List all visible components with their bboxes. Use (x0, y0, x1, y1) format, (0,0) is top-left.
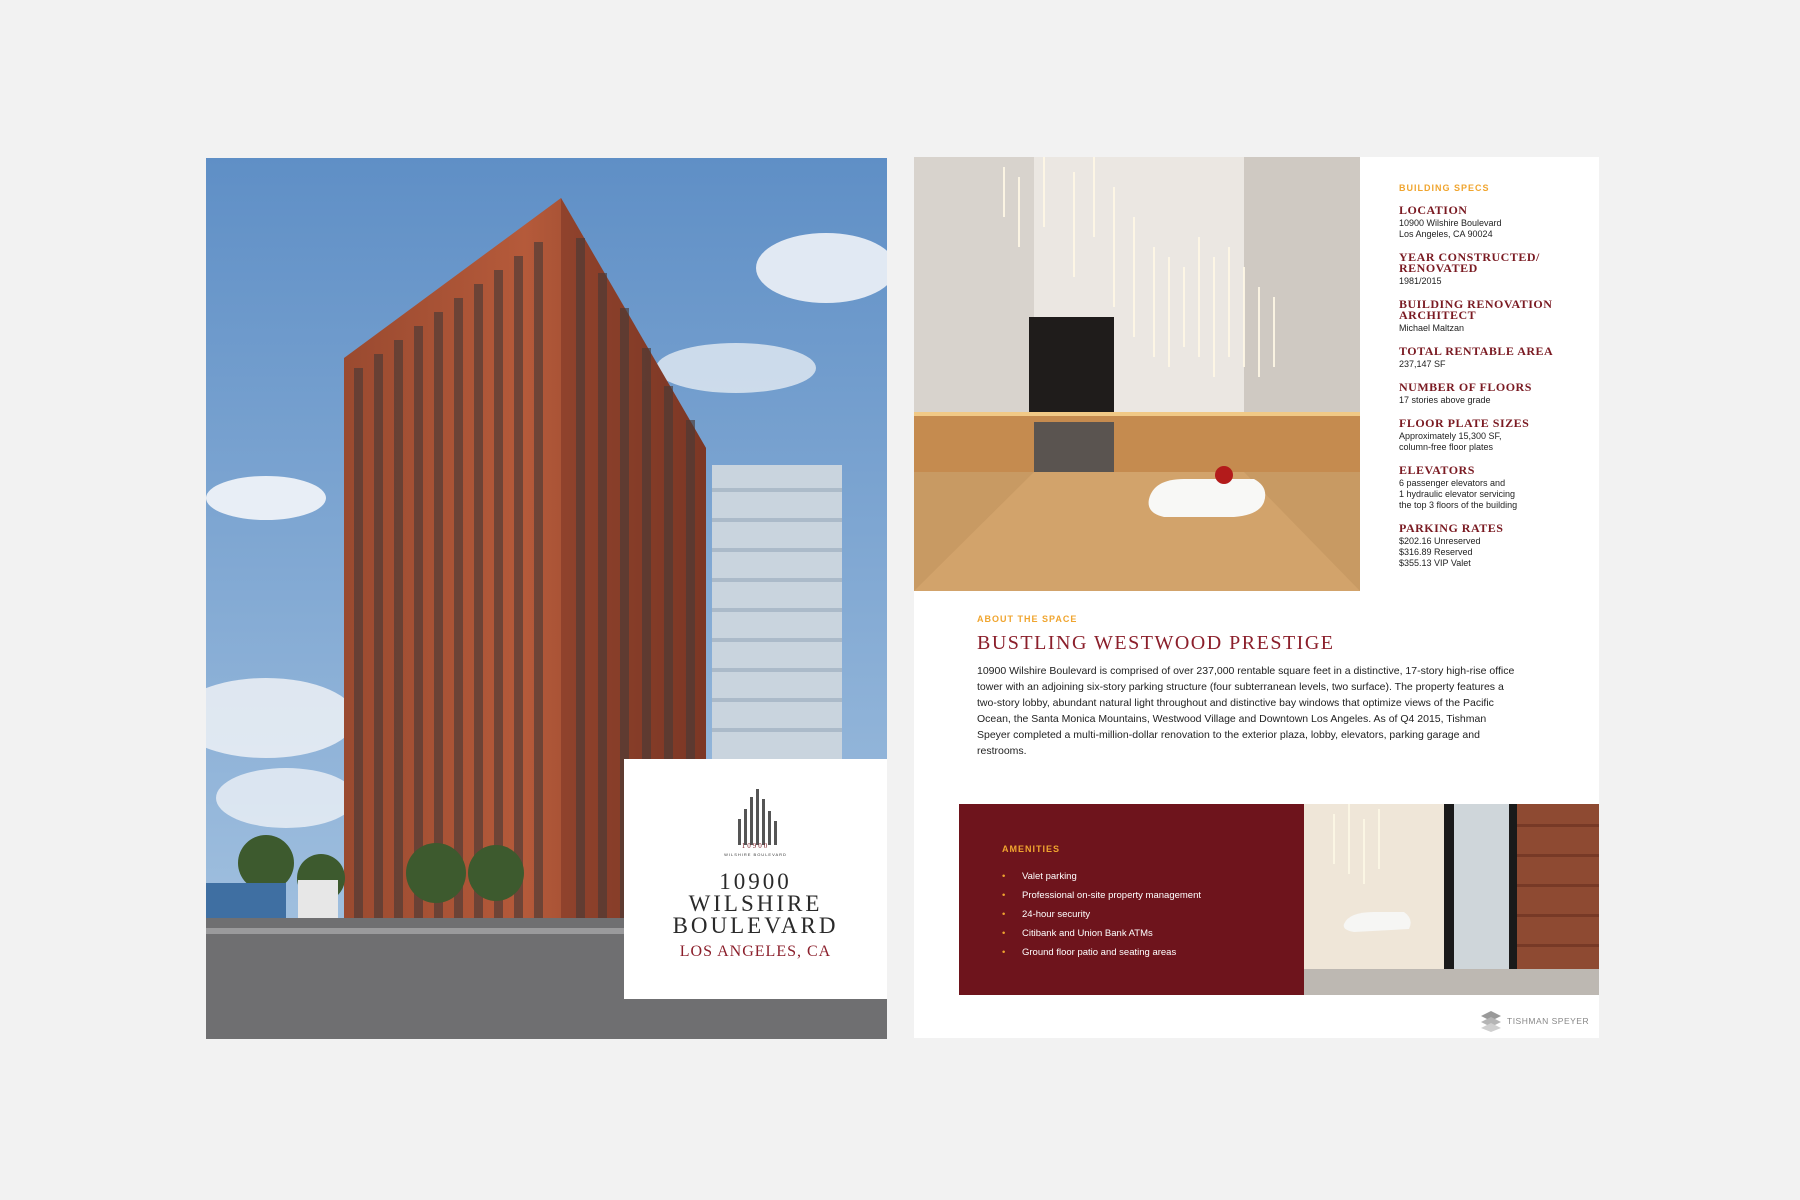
amenity-item: • Ground floor patio and seating areas (1002, 947, 1201, 966)
specs-page (914, 157, 1599, 1038)
tishman-speyer-icon (1480, 1010, 1502, 1032)
spec-label: FLOOR PLATE SIZES (1399, 416, 1530, 430)
logo-number: 10900 (741, 842, 770, 850)
spec-value: 1981/2015 (1399, 276, 1442, 286)
specs-heading: BUILDING SPECS (1399, 183, 1490, 193)
spec-label: PARKING RATES (1399, 521, 1504, 535)
storefront-photo (1304, 804, 1599, 995)
logo-subtitle: WILSHIRE BOULEVARD (724, 852, 787, 857)
building-specs (1399, 183, 1579, 569)
spec-label: TOTAL RENTABLE AREA (1399, 344, 1554, 358)
about-eyebrow: ABOUT THE SPACE (977, 614, 1078, 624)
about-section (977, 614, 1517, 759)
cover-title (624, 871, 887, 937)
amenity-item: • Citibank and Union Bank ATMs (1002, 928, 1201, 947)
spec-item (1399, 523, 1579, 569)
spec-label: YEAR CONSTRUCTED/ RENOVATED (1399, 250, 1540, 275)
title-card (624, 759, 887, 999)
spec-item (1399, 346, 1579, 370)
spec-value: 10900 Wilshire Boulevard Los Angeles, CA 90024 (1399, 218, 1502, 239)
spec-value: Approximately 15,300 SF, column-free floor plates (1399, 431, 1502, 452)
spec-label: BUILDING RENOVATION ARCHITECT (1399, 297, 1553, 322)
spec-item (1399, 382, 1579, 406)
cover-title-line: BOULEVARD (672, 913, 839, 938)
spec-item (1399, 418, 1579, 453)
spec-value: Michael Maltzan (1399, 323, 1465, 333)
spec-item (1399, 252, 1579, 287)
about-heading: BUSTLING WESTWOOD PRESTIGE (977, 632, 1335, 654)
spec-item (1399, 299, 1579, 334)
spec-label: LOCATION (1399, 203, 1468, 217)
spec-value: 6 passenger elevators and 1 hydraulic elevator servicing the top 3 floors of the building (1399, 478, 1518, 510)
amenity-item: • Professional on-site property management (1002, 890, 1201, 909)
spec-item (1399, 205, 1579, 240)
cover-title-line: 10900 (719, 869, 792, 894)
spec-item (1399, 465, 1579, 511)
spec-value: 17 stories above grade (1399, 395, 1491, 405)
cover-city: LOS ANGELES, CA (679, 943, 832, 960)
amenity-item: • 24-hour security (1002, 909, 1201, 928)
cover-title-line: WILSHIRE (688, 891, 823, 916)
brand-name: TISHMAN SPEYER (1507, 1016, 1590, 1026)
amenity-item: • Valet parking (1002, 871, 1201, 890)
about-body: 10900 Wilshire Boulevard is comprised of over 237,000 rentable square feet in a distinctive, 17-story high-rise office tower with an adjoining six-story parking structure (four subterranean levels, two surface). The property features a two-story lobby, abundant natural light throughout and distinctive bay windows that optimize views of the Pacific Ocean, the Santa Monica Mountains, Westwood Village and Downtown Los Angeles. As of Q4 2015, Tishman Speyer completed a multi-million-dollar renovation to the exterior plaza, lobby, elevators, parking garage and restrooms. (977, 665, 1515, 757)
tishman-speyer-logo (1480, 1010, 1590, 1032)
spec-value: $202.16 Unreserved $316.89 Reserved $355.13 VIP Valet (1399, 536, 1481, 568)
cover-page (206, 158, 887, 1039)
amenities-panel (959, 804, 1304, 995)
building-logo-icon (734, 789, 778, 845)
spec-label: ELEVATORS (1399, 463, 1475, 477)
amenities-heading: AMENITIES (1002, 844, 1061, 854)
spec-value: 237,147 SF (1399, 359, 1446, 369)
lobby-photo (914, 157, 1360, 591)
amenity-list (1002, 871, 1201, 966)
spec-label: NUMBER OF FLOORS (1399, 380, 1532, 394)
